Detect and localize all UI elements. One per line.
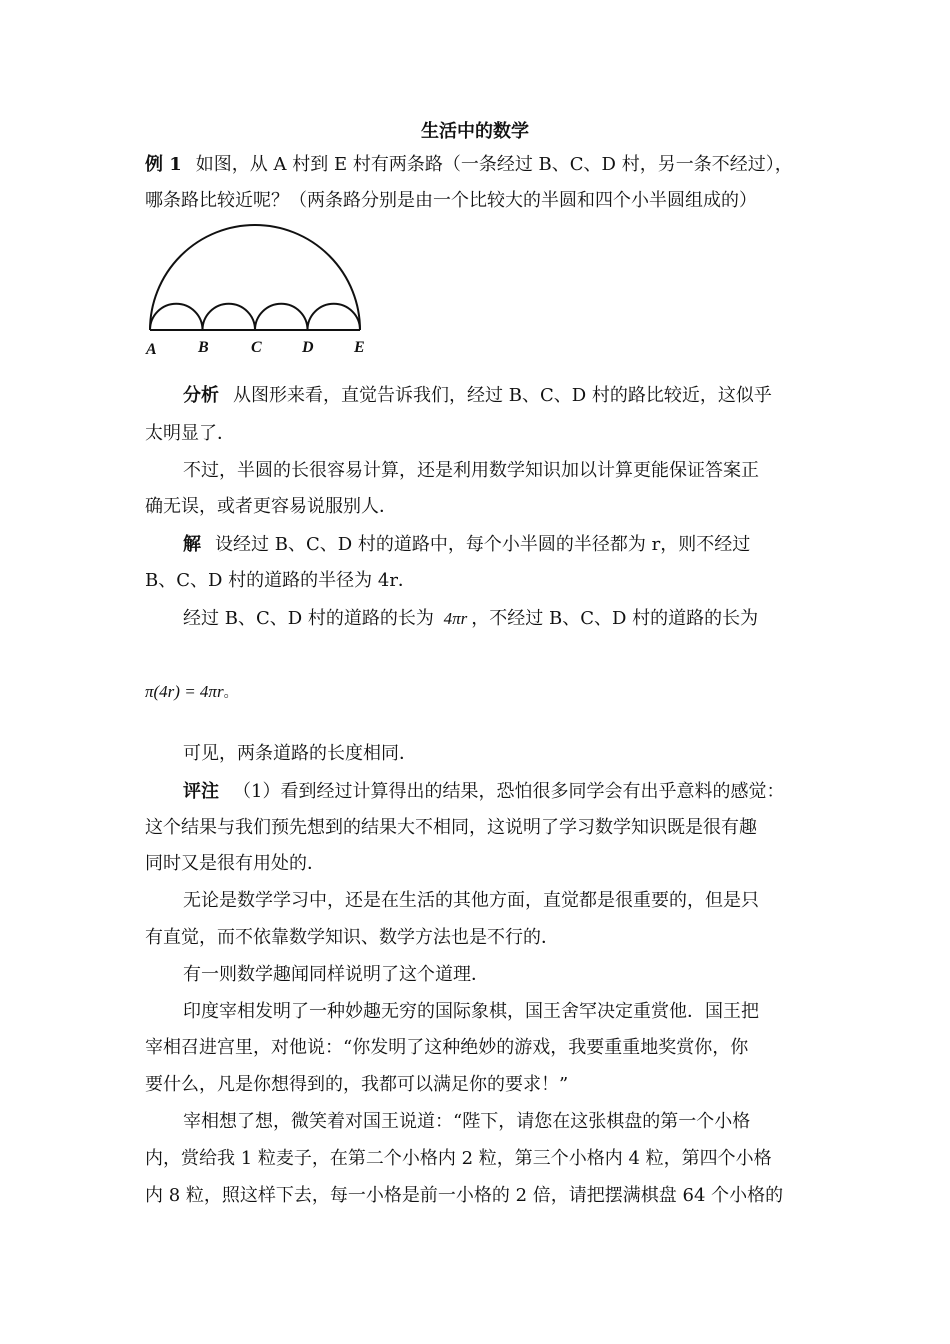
semicircle-figure [140,220,380,360]
comment-line-2: 这个结果与我们预先想到的结果大不相同，这说明了学习数学知识既是很有趣 [145,817,757,838]
length-formula-small: 4πr [443,609,468,628]
comment-line-11: 内，赏给我 1 粒麦子，在第二个小格内 2 粒，第三个小格内 4 粒，第四个小格 [145,1148,772,1169]
analysis-line-3: 不过，半圆的长很容易计算，还是利用数学知识加以计算更能保证答案正 [183,460,759,481]
analysis-line-1 [183,384,772,408]
comment-line-7: 印度宰相发明了一种妙趣无穷的国际象棋，国王舍罕决定重赏他．国王把 [183,1001,759,1022]
label-b: B [198,339,209,356]
solution-text-1: 设经过 B、C、D 村的道路中，每个小半圆的半径都为 r，则不经过 [215,534,751,555]
large-semicircle [150,225,360,330]
comment-line-5: 有直觉，而不依靠数学知识、数学方法也是不行的． [145,927,559,948]
small-semicircle-cd [255,304,308,330]
solution-label: 解 [183,534,201,555]
solution-line-2: B、C、D 村的道路的半径为 4r． [145,570,416,591]
analysis-line-4: 确无误，或者更容易说服别人． [145,496,397,517]
length-formula-large: π(4r) = 4πr [145,682,224,701]
comment-label: 评注 [183,781,219,802]
analysis-label: 分析 [183,385,219,406]
analysis-line-2: 太明显了． [145,423,235,444]
label-c: C [251,339,262,356]
comment-line-1 [183,780,784,804]
comment-line-3: 同时又是很有用处的． [145,853,325,874]
comment-line-12: 内 8 粒，照这样下去，每一小格是前一小格的 2 倍，请把摆满棋盘 64 个小格的 [145,1185,784,1206]
analysis-text-1: 从图形来看，直觉告诉我们，经过 B、C、D 村的路比较近，这似乎 [233,385,772,406]
solution-text-3-pre: 经过 B、C、D 村的道路的长为 [183,608,434,629]
example-text-1: 如图，从 A 村到 E 村有两条路（一条经过 B、C、D 村，另一条不经过）， [195,154,793,175]
solution-conclusion: 可见，两条道路的长度相同． [183,743,417,764]
semicircle-diagram [140,220,380,360]
solution-line-1 [183,533,750,557]
label-d: D [302,339,314,356]
comment-line-6: 有一则数学趣闻同样说明了这个道理． [183,964,489,985]
comment-text-1: （1）看到经过计算得出的结果，恐怕很多同学会有出乎意料的感觉： [233,781,785,802]
example-line-2: 哪条路比较近呢？（两条路分别是由一个比较大的半圆和四个小半圆组成的） [145,190,757,211]
comment-line-9: 要什么，凡是你想得到的，我都可以满足你的要求！” [145,1074,569,1095]
formula-end: 。 [223,685,238,701]
label-a: A [146,341,157,358]
page-title: 生活中的数学 [421,121,529,142]
solution-line-3 [183,607,758,631]
solution-text-3-post: ，不经过 B、C、D 村的道路的长为 [471,608,759,629]
comment-line-10: 宰相想了想，微笑着对国王说道：“陛下，请您在这张棋盘的第一个小格 [183,1111,751,1132]
formula-line [145,680,238,704]
comment-line-8: 宰相召进宫里，对他说：“你发明了这种绝妙的游戏，我要重重地奖赏你，你 [145,1037,749,1058]
small-semicircle-bc [203,304,256,330]
example-label: 例 1 [145,154,182,175]
example-line-1 [145,153,793,177]
comment-line-4: 无论是数学学习中，还是在生活的其他方面，直觉都是很重要的，但是只 [183,890,759,911]
small-semicircle-ab [150,304,203,330]
small-semicircle-de [308,304,361,330]
label-e: E [354,339,365,356]
